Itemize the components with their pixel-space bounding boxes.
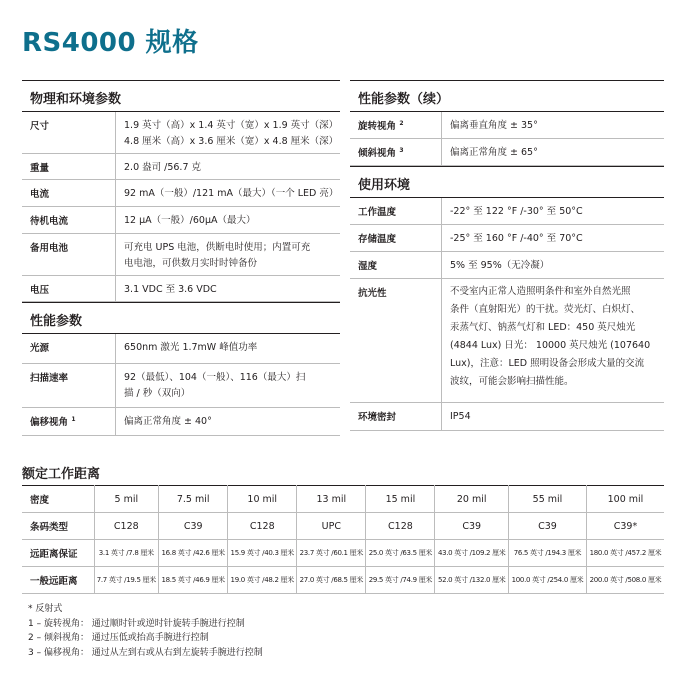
table-cell: C39 [159, 513, 228, 540]
table-cell: 19.0 英寸 /48.2 厘米 [228, 567, 297, 594]
spec-key: 环境密封 [350, 403, 442, 430]
table-cell: 15.9 英寸 /40.3 厘米 [228, 540, 297, 567]
footnote: 3 – 偏移视角： 通过从左到右或从右到左旋转手腕进行控制 [28, 647, 263, 658]
spec-key: 扫描速率 [22, 364, 116, 407]
table-cell: 76.5 英寸 /194.3 厘米 [508, 540, 586, 567]
spec-value: IP54 [450, 411, 471, 422]
table-cell: 180.0 英寸 /457.2 厘米 [586, 540, 664, 567]
spec-key: 倾斜视角 $^3$ [350, 139, 442, 165]
left-column [22, 80, 340, 436]
footnote: * 反射式 [28, 604, 63, 614]
table-cell: 5 mil [94, 486, 159, 513]
spec-row-pitch-angle [350, 139, 664, 166]
row-label: 条码类型 [22, 513, 94, 540]
table-cell: 15 mil [366, 486, 435, 513]
spec-key: 光源 [22, 334, 116, 363]
table-cell: 7.7 英寸 /19.5 厘米 [94, 567, 159, 594]
table-cell: 16.8 英寸 /42.6 厘米 [159, 540, 228, 567]
spec-value: 可充电 UPS 电池，供断电时使用；内置可充 电电池，可供数月实时时钟备份 [124, 242, 311, 269]
spec-row-sealing [350, 403, 664, 431]
table-cell: 13 mil [297, 486, 366, 513]
spec-value: 1.9 英寸（高）x 1.4 英寸（宽）x 1.9 英寸（深） 4.8 厘米（高）x 3.6 厘米（宽）x 4.8 厘米（深） [124, 120, 339, 147]
spec-row-dimensions [22, 112, 340, 154]
spec-key: 偏移视角 $^1$ [22, 408, 116, 435]
table-cell: 7.5 mil [159, 486, 228, 513]
spec-row-light-source [22, 334, 340, 364]
row-label: 密度 [22, 486, 94, 513]
spec-key: 湿度 [350, 252, 442, 278]
section-heading-performance: 性能参数 [22, 302, 340, 334]
spec-row-standby-current [22, 207, 340, 234]
spec-key: 抗光性 [350, 279, 442, 402]
spec-key: 备用电池 [22, 234, 116, 275]
spec-row-light-immunity [350, 279, 664, 403]
spec-value: 偏离垂直角度 ± 35° [450, 120, 538, 131]
table-cell: 27.0 英寸 /68.5 厘米 [297, 567, 366, 594]
table-cell: 100 mil [586, 486, 664, 513]
spec-value: -22° 至 122 °F /-30° 至 50°C [450, 206, 583, 217]
page-title: RS4000 规格 [22, 28, 199, 58]
section-heading-environment: 使用环境 [350, 166, 664, 198]
spec-value: 92 mA（一般）/121 mA（最大）（一个 LED 亮） [124, 188, 339, 199]
spec-value: 不受室内正常人造照明条件和室外自然光照 条件（直射阳光）的干扰。荧光灯、白炽灯、 汞蒸气灯、钠蒸气灯和 LED：450 英尺烛光 (4844 Lux) 日光： 10000 英尺烛光 (107640 Lux)，注意：LED 照明设备会形成大量的交流 波纹，可能会影响扫描性能。 [450, 286, 651, 387]
table-cell: 43.0 英寸 /109.2 厘米 [435, 540, 509, 567]
rated-distance-table [22, 485, 664, 594]
spec-row-voltage [22, 276, 340, 302]
table-row [22, 513, 664, 540]
row-label: 一般远距离 [22, 567, 94, 594]
spec-row-humidity [350, 252, 664, 279]
spec-row-scan-rate [22, 364, 340, 408]
table-cell: C39 [508, 513, 586, 540]
spec-value: 12 µA（一般）/60µA（最大） [124, 215, 256, 226]
footnotes [28, 602, 263, 660]
footnote: 1 – 旋转视角： 通过顺时针或逆时针旋转手腕进行控制 [28, 618, 245, 629]
spec-row-skew-angle [22, 408, 340, 436]
spec-value: -25° 至 160 °F /-40° 至 70°C [450, 233, 583, 244]
spec-value: 92（最低）、104（一般）、116（最大）扫 描 / 秒（双向） [124, 372, 306, 399]
spec-value: 偏离正常角度 ± 40° [124, 416, 212, 427]
spec-key: 旋转视角 $^2$ [350, 112, 442, 138]
spec-key: 尺寸 [22, 112, 116, 153]
table-cell: 52.0 英寸 /132.0 厘米 [435, 567, 509, 594]
footnote: 2 – 倾斜视角： 通过压低或抬高手腕进行控制 [28, 633, 209, 643]
row-label: 远距离保证 [22, 540, 94, 567]
spec-value: 5% 至 95%（无冷凝） [450, 260, 550, 271]
table-row [22, 567, 664, 594]
table-row [22, 486, 664, 513]
table-cell: 25.0 英寸 /63.5 厘米 [366, 540, 435, 567]
table-cell: C128 [228, 513, 297, 540]
table-cell: C128 [94, 513, 159, 540]
spec-value: 2.0 盎司 /56.7 克 [124, 162, 202, 173]
table-cell: C39* [586, 513, 664, 540]
table-cell: 29.5 英寸 /74.9 厘米 [366, 567, 435, 594]
table-cell: 18.5 英寸 /46.9 厘米 [159, 567, 228, 594]
spec-value: 偏离正常角度 ± 65° [450, 147, 538, 158]
section-heading-rated-distance: 额定工作距离 [22, 467, 101, 482]
spec-key: 待机电流 [22, 207, 116, 233]
table-cell: UPC [297, 513, 366, 540]
right-column [350, 80, 664, 431]
spec-key: 重量 [22, 154, 116, 179]
section-heading-performance-cont: 性能参数（续） [350, 80, 664, 112]
table-cell: 20 mil [435, 486, 509, 513]
spec-value: 3.1 VDC 至 3.6 VDC [124, 284, 217, 295]
spec-key: 电压 [22, 276, 116, 301]
spec-row-backup-battery [22, 234, 340, 276]
table-cell: C128 [366, 513, 435, 540]
spec-key: 存储温度 [350, 225, 442, 251]
spec-row-current [22, 180, 340, 207]
table-cell: 3.1 英寸 /7.8 厘米 [94, 540, 159, 567]
spec-row-weight [22, 154, 340, 180]
spec-row-roll-angle [350, 112, 664, 139]
spec-key: 电流 [22, 180, 116, 206]
spec-row-operating-temp [350, 198, 664, 225]
spec-key: 工作温度 [350, 198, 442, 224]
table-cell: 23.7 英寸 /60.1 厘米 [297, 540, 366, 567]
table-cell: 100.0 英寸 /254.0 厘米 [508, 567, 586, 594]
table-row [22, 540, 664, 567]
table-cell: C39 [435, 513, 509, 540]
table-cell: 10 mil [228, 486, 297, 513]
table-cell: 55 mil [508, 486, 586, 513]
spec-row-storage-temp [350, 225, 664, 252]
section-heading-physical: 物理和环境参数 [22, 80, 340, 112]
spec-value: 650nm 激光 1.7mW 峰值功率 [124, 342, 258, 353]
table-cell: 200.0 英寸 /508.0 厘米 [586, 567, 664, 594]
